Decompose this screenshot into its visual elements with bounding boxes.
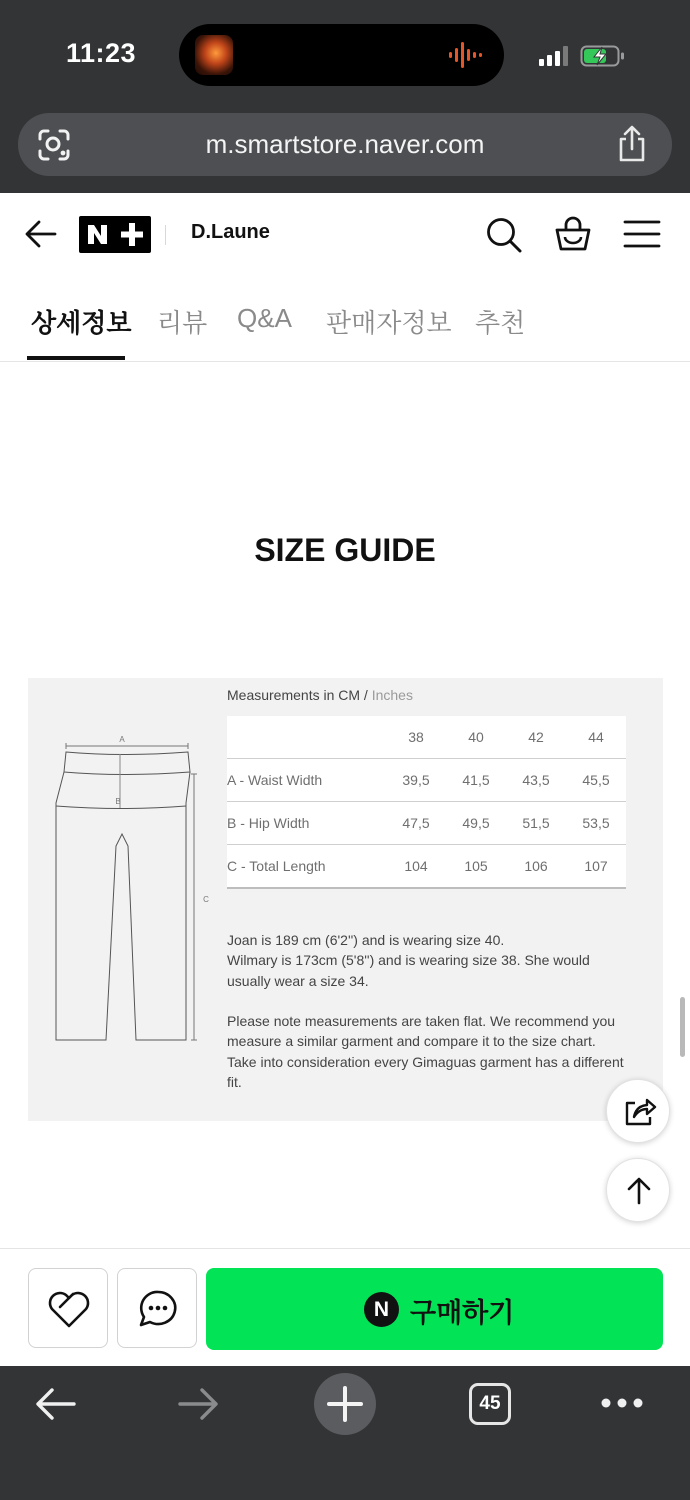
status-time: 11:23: [66, 38, 137, 68]
naver-plus-logo[interactable]: [79, 216, 151, 253]
measurement-caption: [227, 687, 413, 703]
purchase-bar: [0, 1248, 690, 1367]
n-plus-logo-mark: [79, 216, 151, 253]
table-cell: 107: [566, 845, 626, 889]
table-row: [227, 802, 626, 845]
wishlist-button[interactable]: [28, 1268, 108, 1348]
url-text[interactable]: m.smartstore.naver.com: [205, 129, 485, 159]
browser-toolbar: [0, 1366, 690, 1500]
size-table-header-row: [227, 716, 626, 759]
shopping-bag-icon[interactable]: [554, 215, 592, 253]
diagram-label-b: B: [115, 797, 121, 806]
scroll-to-top-button[interactable]: [606, 1158, 670, 1222]
tab-qna[interactable]: Q&A: [237, 303, 292, 333]
store-name[interactable]: D.Laune: [191, 221, 270, 243]
product-tabs: [0, 279, 690, 362]
table-cell: 45,5: [566, 759, 626, 802]
tab-switcher-button[interactable]: 45: [469, 1383, 511, 1425]
tab-recommend[interactable]: 추천: [475, 308, 526, 338]
table-cell: 47,5: [386, 802, 446, 845]
size-header: 44: [588, 729, 604, 745]
arrow-up-icon: [607, 1159, 671, 1223]
page-scrollbar[interactable]: [680, 997, 685, 1057]
talk-talk-button[interactable]: [117, 1268, 197, 1348]
chat-bubble-icon: [118, 1269, 198, 1349]
table-cell: 43,5: [506, 759, 566, 802]
buy-now-label: 구매하기: [410, 1298, 515, 1328]
new-tab-button[interactable]: [314, 1373, 376, 1435]
share-arrow-icon: [607, 1080, 671, 1144]
table-row: [227, 759, 626, 802]
note-spacer: [227, 991, 635, 1011]
tab-seller-info[interactable]: 판매자정보: [326, 308, 452, 338]
heart-icon: [29, 1269, 109, 1349]
store-header: [0, 193, 690, 280]
dynamic-island: [179, 24, 504, 86]
note-line: Take into consideration every Gimaguas garment has a different fit.: [227, 1053, 624, 1091]
note-line: Please note measurements are taken flat. We recommend you measure a similar garment and compare it to the size chart.: [227, 1013, 616, 1050]
logo-divider: [165, 225, 166, 245]
size-guide-heading: SIZE GUIDE: [254, 532, 436, 568]
table-cell: 49,5: [446, 802, 506, 845]
browser-top-chrome: [0, 0, 690, 193]
share-button[interactable]: [606, 1079, 670, 1143]
search-icon[interactable]: [485, 216, 523, 254]
now-playing-thumbnail: [195, 35, 233, 75]
measurement-caption-cm: Measurements in CM /: [227, 687, 368, 703]
plus-icon: [314, 1373, 376, 1435]
note-line: Wilmary is 173cm (5'8'') and is wearing size 38. She would usually wear a size 34.: [227, 952, 590, 989]
active-tab-indicator: [27, 356, 125, 360]
size-header: 42: [528, 729, 544, 745]
table-cell: 106: [506, 845, 566, 889]
measurement-caption-inches: Inches: [371, 687, 413, 703]
audio-waveform-icon: [447, 42, 487, 68]
browser-back-icon[interactable]: [34, 1386, 76, 1422]
fit-notes: [227, 930, 635, 1092]
google-lens-icon[interactable]: [36, 127, 72, 163]
table-row: [227, 845, 626, 889]
row-label: A - Waist Width: [227, 759, 386, 802]
buy-now-button[interactable]: [206, 1268, 663, 1350]
pants-diagram: [50, 735, 220, 1048]
size-table-corner: [227, 716, 386, 759]
size-header: 38: [408, 729, 424, 745]
table-cell: 51,5: [506, 802, 566, 845]
table-cell: 105: [446, 845, 506, 889]
size-table: [227, 716, 626, 889]
size-header: 40: [468, 729, 484, 745]
tab-review[interactable]: 리뷰: [157, 308, 208, 338]
browser-forward-icon[interactable]: [178, 1386, 220, 1422]
more-dots-icon[interactable]: [600, 1396, 644, 1410]
diagram-label-c: C: [203, 895, 209, 904]
table-cell: 41,5: [446, 759, 506, 802]
share-icon[interactable]: [616, 125, 648, 163]
table-cell: 53,5: [566, 802, 626, 845]
row-label: C - Total Length: [227, 845, 386, 889]
naver-pay-n-badge: N: [364, 1292, 399, 1327]
back-arrow-icon[interactable]: [24, 217, 58, 251]
row-label: B - Hip Width: [227, 802, 386, 845]
battery-charging-icon: [580, 44, 626, 68]
table-cell: 39,5: [386, 759, 446, 802]
note-line: Joan is 189 cm (6'2'') and is wearing size 40.: [227, 932, 505, 948]
size-guide-image: [28, 678, 663, 1121]
address-bar[interactable]: [18, 113, 672, 176]
hamburger-menu-icon[interactable]: [623, 218, 661, 250]
tab-detail[interactable]: 상세정보: [31, 308, 132, 338]
diagram-label-a: A: [119, 735, 125, 744]
table-cell: 104: [386, 845, 446, 889]
cellular-signal-icon: [538, 44, 572, 68]
